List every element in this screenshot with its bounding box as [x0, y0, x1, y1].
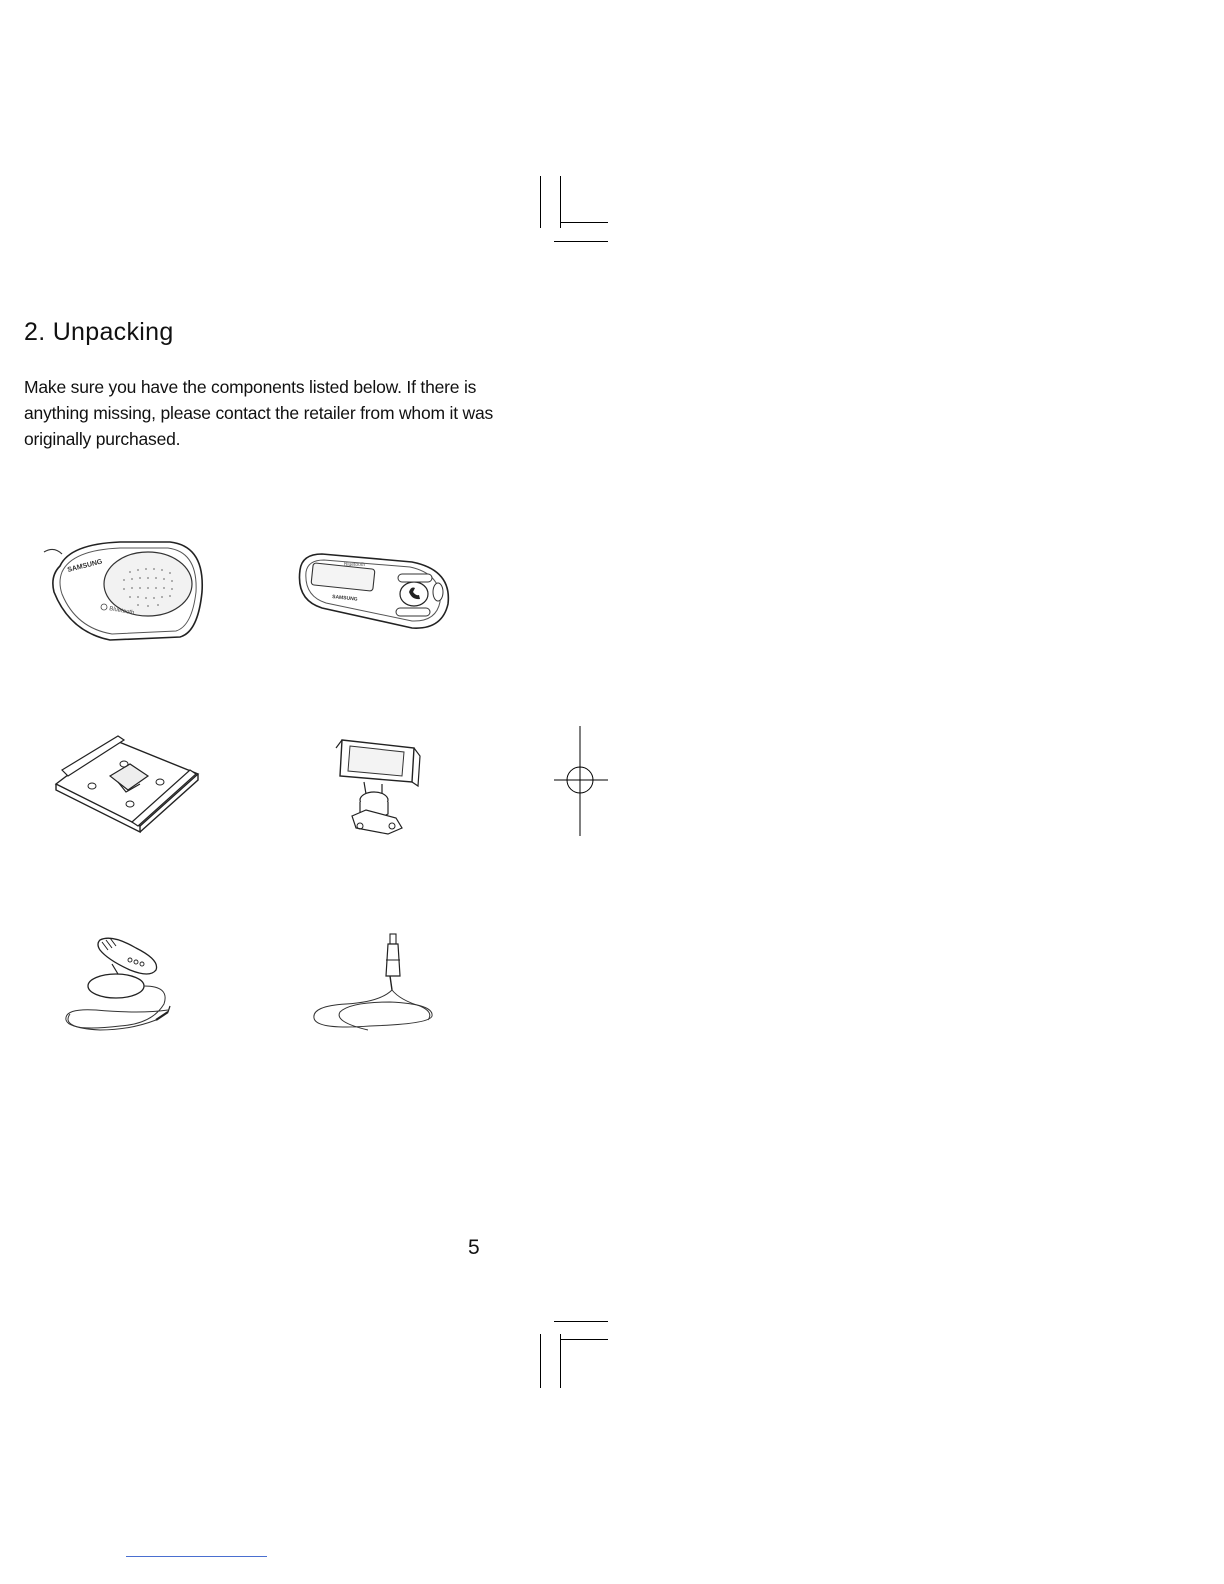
- control-panel-icon: [292, 548, 454, 633]
- component-car-charger: [310, 932, 438, 1036]
- component-mounting-clip: [52, 734, 202, 839]
- external-microphone-icon: [60, 934, 180, 1036]
- component-microphone: [60, 934, 180, 1036]
- crop-mark-bottom: [560, 1339, 608, 1340]
- car-charger-cable-icon: [310, 932, 438, 1036]
- intro-paragraph: Make sure you have the components listed below. If there is anything missing, please contact the retailer from whom it was originally purchased.: [24, 377, 494, 449]
- footer-rule: [126, 1556, 267, 1557]
- mounting-clip-icon: [52, 734, 202, 839]
- component-speakerphone: [40, 532, 210, 647]
- component-control-panel: [292, 548, 454, 633]
- speakerphone-brand-text: SAMSUNG: [66, 558, 104, 574]
- crop-mark-top: [540, 176, 541, 228]
- crop-mark-bottom: [554, 1321, 608, 1322]
- control-panel-badge-text: Bluetooth: [344, 562, 366, 568]
- registration-mark-icon: [552, 726, 610, 836]
- control-panel-brand-text: SAMSUNG: [331, 594, 358, 603]
- crop-mark-top: [560, 176, 561, 228]
- speakerphone-unit-icon: [40, 532, 210, 647]
- crop-mark-bottom: [540, 1334, 541, 1388]
- crop-mark-top: [560, 222, 608, 223]
- component-phone-holder: [330, 736, 422, 842]
- crop-mark-bottom: [560, 1334, 561, 1388]
- section-heading: 2. Unpacking: [24, 318, 174, 346]
- page-number: 5: [468, 1236, 480, 1259]
- speakerphone-badge-text: Bluetooth: [108, 606, 135, 617]
- crop-mark-top: [554, 241, 608, 242]
- phone-holder-bracket-icon: [330, 736, 422, 842]
